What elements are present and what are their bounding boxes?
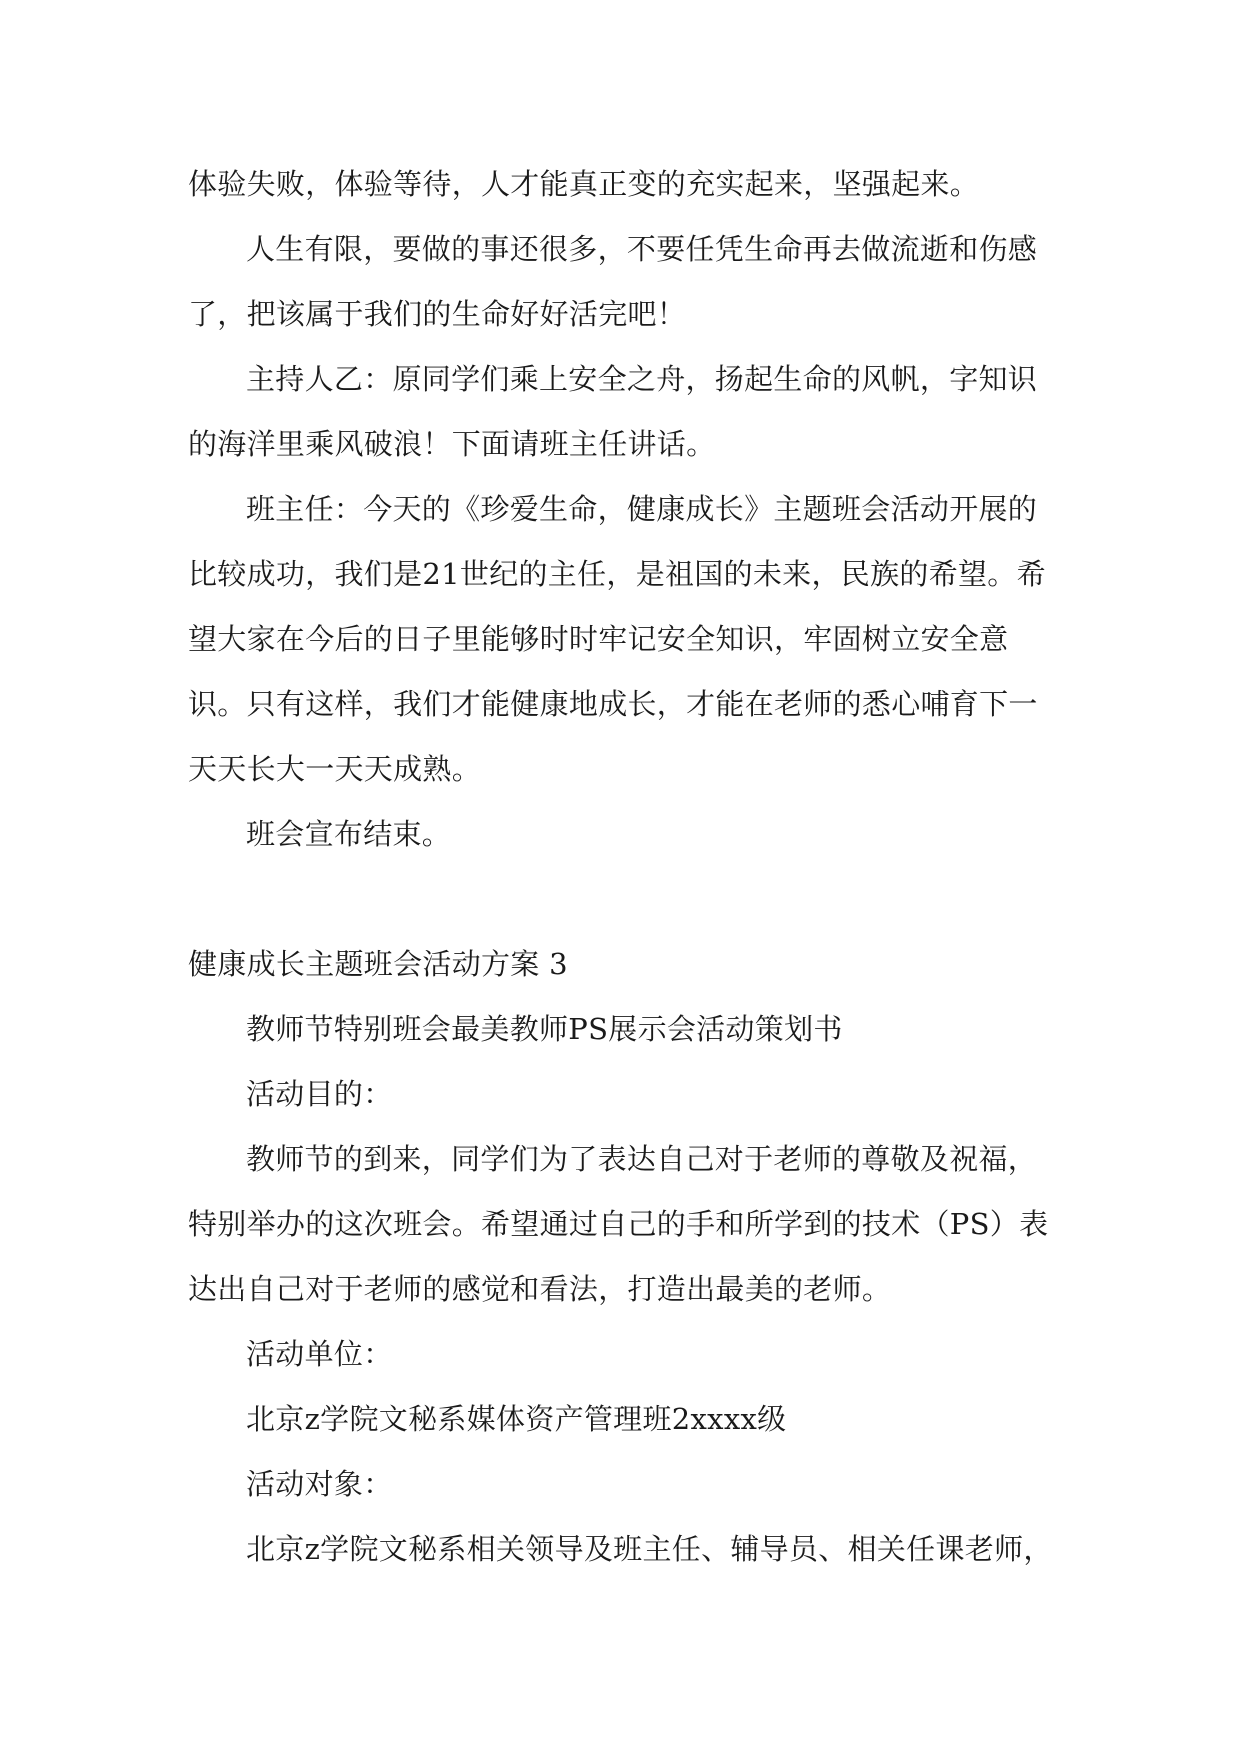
plan-title: 教师节特别班会最美教师PS展示会活动策划书 — [246, 1012, 843, 1046]
paragraph-meeting-end: 班会宣布结束。 — [246, 817, 452, 851]
label-activity-purpose: 活动目的： — [246, 1077, 393, 1111]
paragraph-host-b: 主持人乙：原同学们乘上安全之舟，扬起生命的风帆，字知识的海洋里乘风破浪！下面请班主任讲话。 — [188, 362, 1038, 461]
paragraph-continuation: 体验失败，体验等待，人才能真正变的充实起来，坚强起来。 — [188, 167, 980, 201]
paragraph-head-teacher: 班主任：今天的《珍爱生命，健康成长》主题班会活动开展的比较成功，我们是21世纪的主任，是祖国的未来，民族的希望。希望大家在今后的日子里能够时时牢记安全知识，牢固树立安全意识。只有这样，我们才能健康地成长，才能在老师的悉心哺育下一天天长大一天天成熟。 — [188, 492, 1046, 786]
paragraph-life-limited: 人生有限，要做的事还很多，不要任凭生命再去做流逝和伤感了，把该属于我们的生命好好活完吧！ — [188, 232, 1038, 331]
paragraph-activity-purpose: 教师节的到来，同学们为了表达自己对于老师的尊敬及祝福，特别举办的这次班会。希望通过自己的手和所学到的技术（PS）表达出自己对于老师的感觉和看法，打造出最美的老师。 — [188, 1142, 1049, 1306]
label-activity-unit: 活动单位： — [246, 1337, 393, 1371]
paragraph-activity-unit: 北京z学院文秘系媒体资产管理班2xxxx级 — [246, 1402, 787, 1436]
paragraph-activity-audience: 北京z学院文秘系相关领导及班主任、辅导员、相关任课老师， — [246, 1532, 1053, 1566]
label-activity-audience: 活动对象： — [246, 1467, 393, 1501]
section-title: 健康成长主题班会活动方案 3 — [188, 947, 568, 981]
document-body — [188, 152, 1058, 1582]
